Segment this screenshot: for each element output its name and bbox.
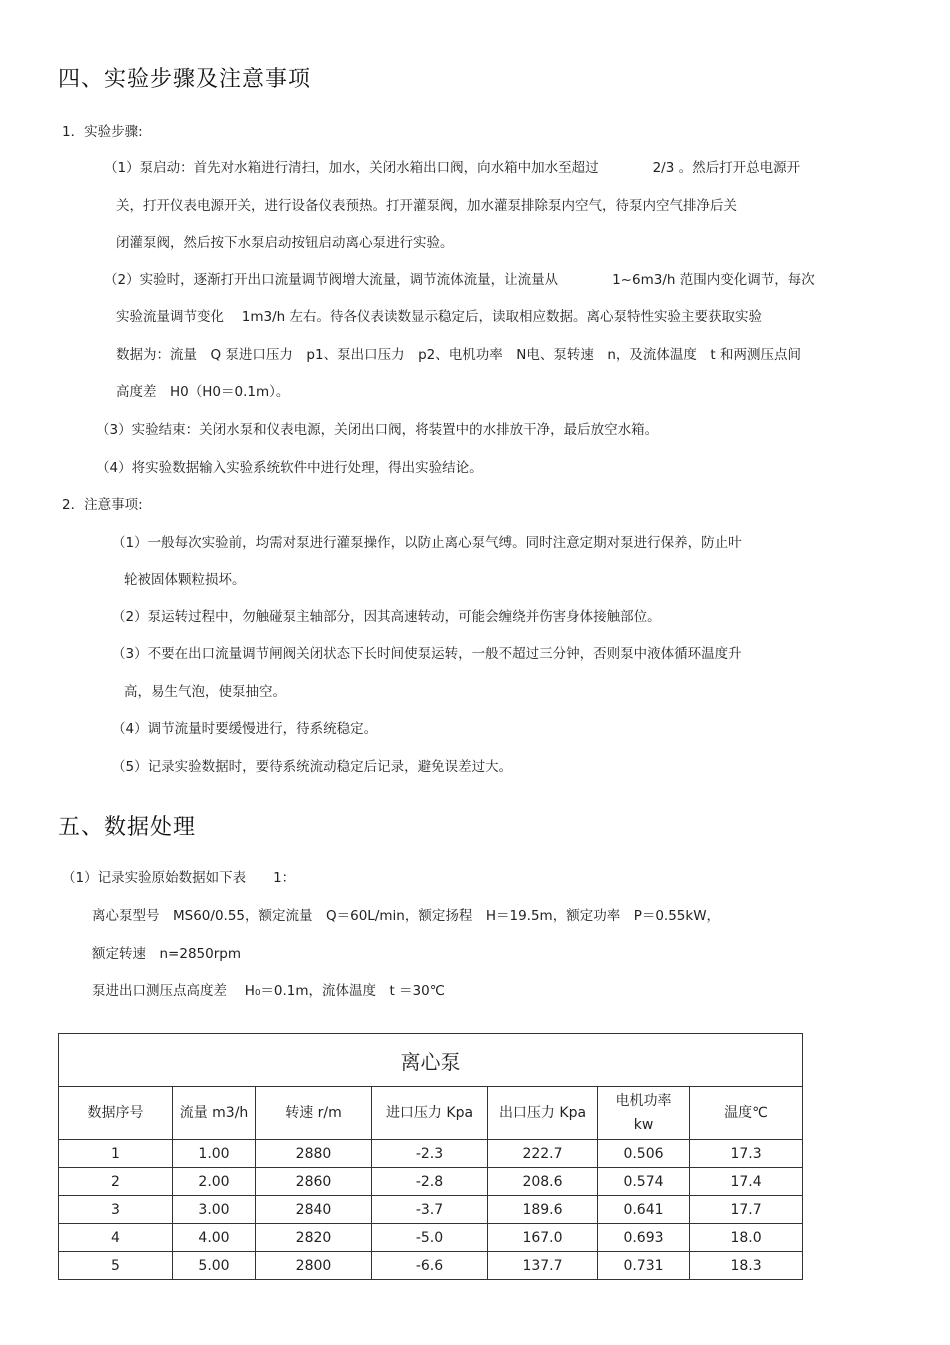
- note-1-line-1: （1）一般每次实验前，均需对泵进行灌泵操作，以防止离心泵气缚。同时注意定期对泵进行保养，防止叶: [112, 535, 742, 551]
- table-row: [59, 1140, 803, 1168]
- cell-flow: 3.00: [173, 1196, 256, 1224]
- header-temperature: 温度℃: [690, 1087, 803, 1140]
- spec-line-2: 额定转速 n=2850rpm: [92, 946, 241, 962]
- cell-inlet-pressure: -6.6: [372, 1252, 488, 1280]
- table-row: [59, 1252, 803, 1280]
- note-4-line: （4）调节流量时要缓慢进行，待系统稳定。: [112, 721, 378, 737]
- header-index: 数据序号: [59, 1087, 173, 1140]
- cell-temperature: 18.0: [690, 1224, 803, 1252]
- cell-temperature: 17.3: [690, 1140, 803, 1168]
- header-speed: 转速 r/m: [256, 1087, 372, 1140]
- cell-index: 1: [59, 1140, 173, 1168]
- cell-motor-power: 0.641: [598, 1196, 690, 1224]
- note-3-line-2: 高，易生气泡，使泵抽空。: [124, 684, 286, 700]
- cell-motor-power: 0.731: [598, 1252, 690, 1280]
- step-1-line-2: 关，打开仪表电源开关，进行设备仪表预热。打开灌泵阀，加水灌泵排除泵内空气，待泵内空气排净后关: [116, 198, 737, 214]
- cell-index: 4: [59, 1224, 173, 1252]
- cell-temperature: 17.7: [690, 1196, 803, 1224]
- pump-data-table: [58, 1033, 803, 1280]
- cell-speed: 2820: [256, 1224, 372, 1252]
- note-3-line-1: （3）不要在出口流量调节闸阀关闭状态下长时间使泵运转，一般不超过三分钟，否则泵中液体循环温度升: [112, 646, 742, 662]
- cell-inlet-pressure: -5.0: [372, 1224, 488, 1252]
- step-2-line-2: 实验流量调节变化 1m3/h 左右。待各仪表读数显示稳定后，读取相应数据。离心泵特性实验主要获取实验: [116, 309, 763, 325]
- cell-motor-power: 0.574: [598, 1168, 690, 1196]
- notes-title: 2．注意事项:: [62, 497, 143, 513]
- cell-outlet-pressure: 167.0: [488, 1224, 598, 1252]
- table-body: [59, 1140, 803, 1280]
- cell-outlet-pressure: 208.6: [488, 1168, 598, 1196]
- step-2-line-3: 数据为：流量 Q 泵进口压力 p1、泵出口压力 p2、电机功率 N电、泵转速 n，及流体温度 t 和两测压点间: [116, 347, 801, 363]
- cell-outlet-pressure: 137.7: [488, 1252, 598, 1280]
- step-1-line-3: 闭灌泵阀，然后按下水泵启动按钮启动离心泵进行实验。: [116, 235, 454, 251]
- cell-temperature: 18.3: [690, 1252, 803, 1280]
- table-title-row: [59, 1034, 803, 1087]
- header-flow: 流量 m3/h: [173, 1087, 256, 1140]
- table-row: [59, 1168, 803, 1196]
- cell-speed: 2800: [256, 1252, 372, 1280]
- cell-inlet-pressure: -2.8: [372, 1168, 488, 1196]
- table-intro: （1）记录实验原始数据如下表 1：: [62, 870, 296, 886]
- spec-line-3: 泵进出口测压点高度差 H₀＝0.1m，流体温度 t ＝30℃: [92, 983, 445, 999]
- cell-motor-power: 0.506: [598, 1140, 690, 1168]
- header-inlet-pressure: 进口压力 Kpa: [372, 1087, 488, 1140]
- cell-flow: 1.00: [173, 1140, 256, 1168]
- step-2-line-4: 高度差 H0（H0＝0.1m）。: [116, 384, 290, 400]
- table-title: 离心泵: [59, 1034, 803, 1087]
- step-4-line: （4）将实验数据输入实验系统软件中进行处理，得出实验结论。: [96, 460, 483, 476]
- cell-index: 5: [59, 1252, 173, 1280]
- table-row: [59, 1224, 803, 1252]
- section-4-heading: 四、实验步骤及注意事项: [58, 67, 312, 92]
- note-1-line-2: 轮被固体颗粒损坏。: [124, 572, 246, 588]
- cell-motor-power: 0.693: [598, 1224, 690, 1252]
- header-motor-power: 电机功率 kw: [598, 1087, 690, 1140]
- cell-speed: 2880: [256, 1140, 372, 1168]
- note-5-line: （5）记录实验数据时，要待系统流动稳定后记录，避免误差过大。: [112, 759, 513, 775]
- cell-speed: 2860: [256, 1168, 372, 1196]
- step-1-line-1: （1）泵启动：首先对水箱进行清扫，加水，关闭水箱出口阀，向水箱中加水至超过 2/3 。然后打开总电源开: [104, 160, 801, 176]
- cell-flow: 5.00: [173, 1252, 256, 1280]
- table-header-row: [59, 1087, 803, 1140]
- cell-index: 3: [59, 1196, 173, 1224]
- cell-temperature: 17.4: [690, 1168, 803, 1196]
- cell-outlet-pressure: 222.7: [488, 1140, 598, 1168]
- steps-title: 1．实验步骤:: [62, 124, 143, 140]
- cell-speed: 2840: [256, 1196, 372, 1224]
- step-2-line-1: （2）实验时，逐渐打开出口流量调节阀增大流量，调节流体流量，让流量从 1~6m3/h 范围内变化调节，每次: [104, 272, 815, 288]
- step-3-line: （3）实验结束：关闭水泵和仪表电源，关闭出口阀，将装置中的水排放干净，最后放空水箱。: [96, 422, 659, 438]
- cell-flow: 2.00: [173, 1168, 256, 1196]
- note-2-line: （2）泵运转过程中，勿触碰泵主轴部分，因其高速转动，可能会缠绕并伤害身体接触部位。: [112, 609, 661, 625]
- cell-inlet-pressure: -3.7: [372, 1196, 488, 1224]
- table-row: [59, 1196, 803, 1224]
- cell-index: 2: [59, 1168, 173, 1196]
- cell-inlet-pressure: -2.3: [372, 1140, 488, 1168]
- header-outlet-pressure: 出口压力 Kpa: [488, 1087, 598, 1140]
- section-5-heading: 五、数据处理: [58, 815, 197, 840]
- cell-outlet-pressure: 189.6: [488, 1196, 598, 1224]
- spec-line-1: 离心泵型号 MS60/0.55，额定流量 Q＝60L/min，额定扬程 H＝19.5m，额定功率 P＝0.55kW，: [92, 908, 721, 924]
- cell-flow: 4.00: [173, 1224, 256, 1252]
